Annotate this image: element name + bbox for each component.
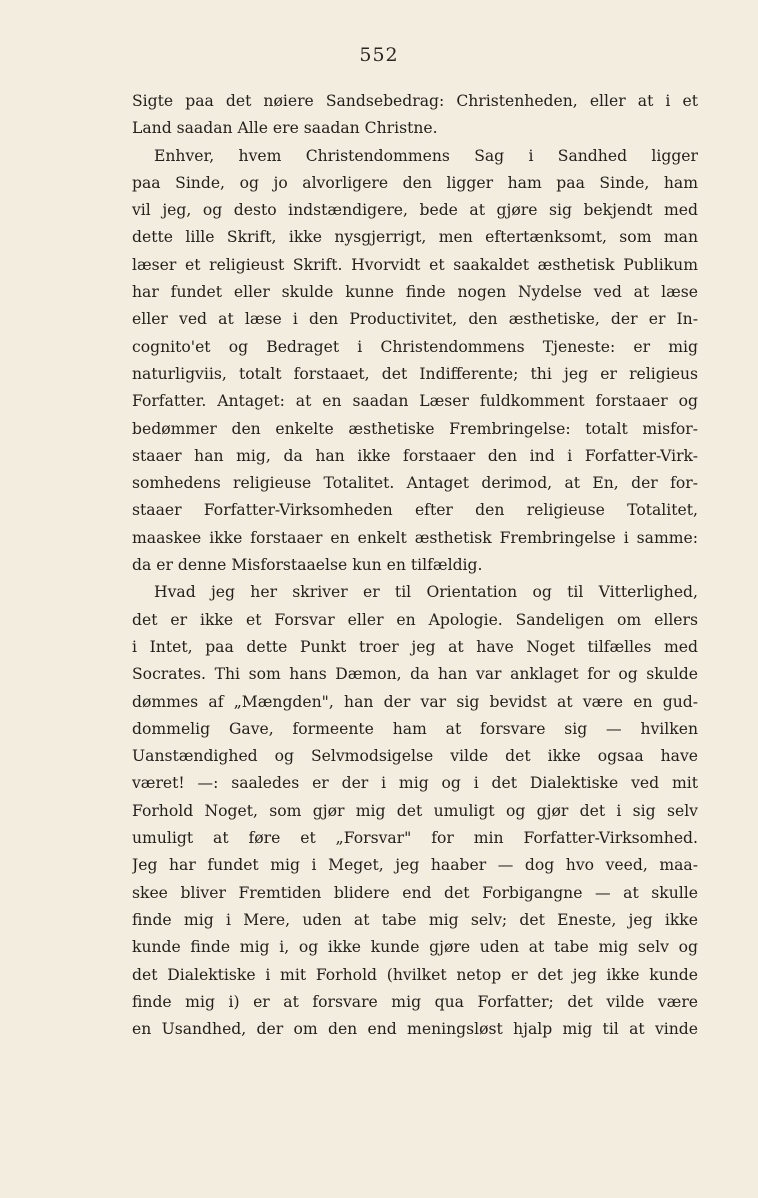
- text-line: en Usandhed, der om den end meningsløst hjalp mig til at vinde: [132, 1020, 698, 1039]
- text-line: Hvad jeg her skriver er til Orientation og til Vitterlighed,: [154, 583, 698, 602]
- text-line: Forfatter. Antaget: at en saadan Læser fuldkomment forstaaer og: [132, 392, 698, 411]
- text-line: finde mig i) er at forsvare mig qua Forfatter; det vilde være: [132, 992, 698, 1011]
- text-line: har fundet eller skulde kunne finde nogen Nydelse ved at læse: [132, 283, 698, 302]
- text-line: da er denne Misforstaaelse kun en tilfældig.: [132, 556, 483, 575]
- text-line: Sigte paa det nøiere Sandsebedrag: Christenheden, eller at i et: [132, 92, 698, 110]
- text-line: eller ved at læse i den Productivitet, den æsthetiske, der er In-: [132, 310, 698, 329]
- text-line: paa Sinde, og jo alvorligere den ligger ham paa Sinde, ham: [132, 173, 698, 192]
- text-line: staaer han mig, da han ikke forstaaer den ind i Forfatter-Virk-: [132, 446, 698, 465]
- text-line: Uanstændighed og Selvmodsigelse vilde det ikke ogsaa have: [132, 747, 698, 766]
- page-number: 552: [359, 44, 399, 66]
- text-line: naturligviis, totalt forstaaet, det Indifferente; thi jeg er religieus: [132, 364, 698, 383]
- text-line: dømmes af „Mængden", han der var sig bevidst at være en gud-: [132, 692, 698, 711]
- text-line: læser et religieust Skrift. Hvorvidt et saakaldet æsthetisk Publikum: [132, 255, 698, 274]
- text-line: cognito'et og Bedraget i Christendommens Tjeneste: er mig: [132, 337, 698, 356]
- text-line: somhedens religieuse Totalitet. Antaget derimod, at En, der for-: [132, 474, 698, 493]
- body-text: [132, 88, 698, 1043]
- text-line: Jeg har fundet mig i Meget, jeg haaber — dog hvo veed, maa-: [132, 856, 698, 875]
- text-line: vil jeg, og desto indstændigere, bede at gjøre sig bekjendt med: [132, 201, 698, 220]
- text-line: maaskee ikke forstaaer en enkelt æsthetisk Frembringelse i samme:: [132, 528, 698, 547]
- text-line: skee bliver Fremtiden blidere end det Forbigangne — at skulle: [132, 883, 698, 902]
- text-line: umuligt at føre et „Forsvar" for min Forfatter-Virksomhed.: [132, 829, 698, 848]
- text-line: finde mig i Mere, uden at tabe mig selv; det Eneste, jeg ikke: [132, 910, 698, 929]
- text-line: staaer Forfatter-Virksomheden efter den religieuse Totalitet,: [132, 501, 698, 520]
- text-line: dette lille Skrift, ikke nysgjerrigt, men eftertænksomt, som man: [132, 228, 698, 247]
- text-line: Socrates. Thi som hans Dæmon, da han var anklaget for og skulde: [132, 665, 698, 684]
- text-line: kunde finde mig i, og ikke kunde gjøre uden at tabe mig selv og: [132, 938, 698, 957]
- text-line: Forhold Noget, som gjør mig det umuligt og gjør det i sig selv: [132, 801, 698, 820]
- text-line: Enhver, hvem Christendommens Sag i Sandhed ligger: [154, 146, 698, 165]
- text-line: i Intet, paa dette Punkt troer jeg at have Noget tilfælles med: [132, 637, 698, 656]
- text-line: været! —: saaledes er der i mig og i det Dialektiske ved mit: [132, 774, 698, 793]
- text-line: Land saadan Alle ere saadan Christne.: [132, 119, 438, 138]
- text-line: bedømmer den enkelte æsthetiske Frembringelse: totalt misfor-: [132, 419, 698, 438]
- text-line: dommelig Gave, formeente ham at forsvare sig — hvilken: [132, 719, 698, 738]
- text-line: det Dialektiske i mit Forhold (hvilket netop er det jeg ikke kunde: [132, 965, 698, 984]
- text-line: det er ikke et Forsvar eller en Apologie. Sandeligen om ellers: [132, 610, 698, 629]
